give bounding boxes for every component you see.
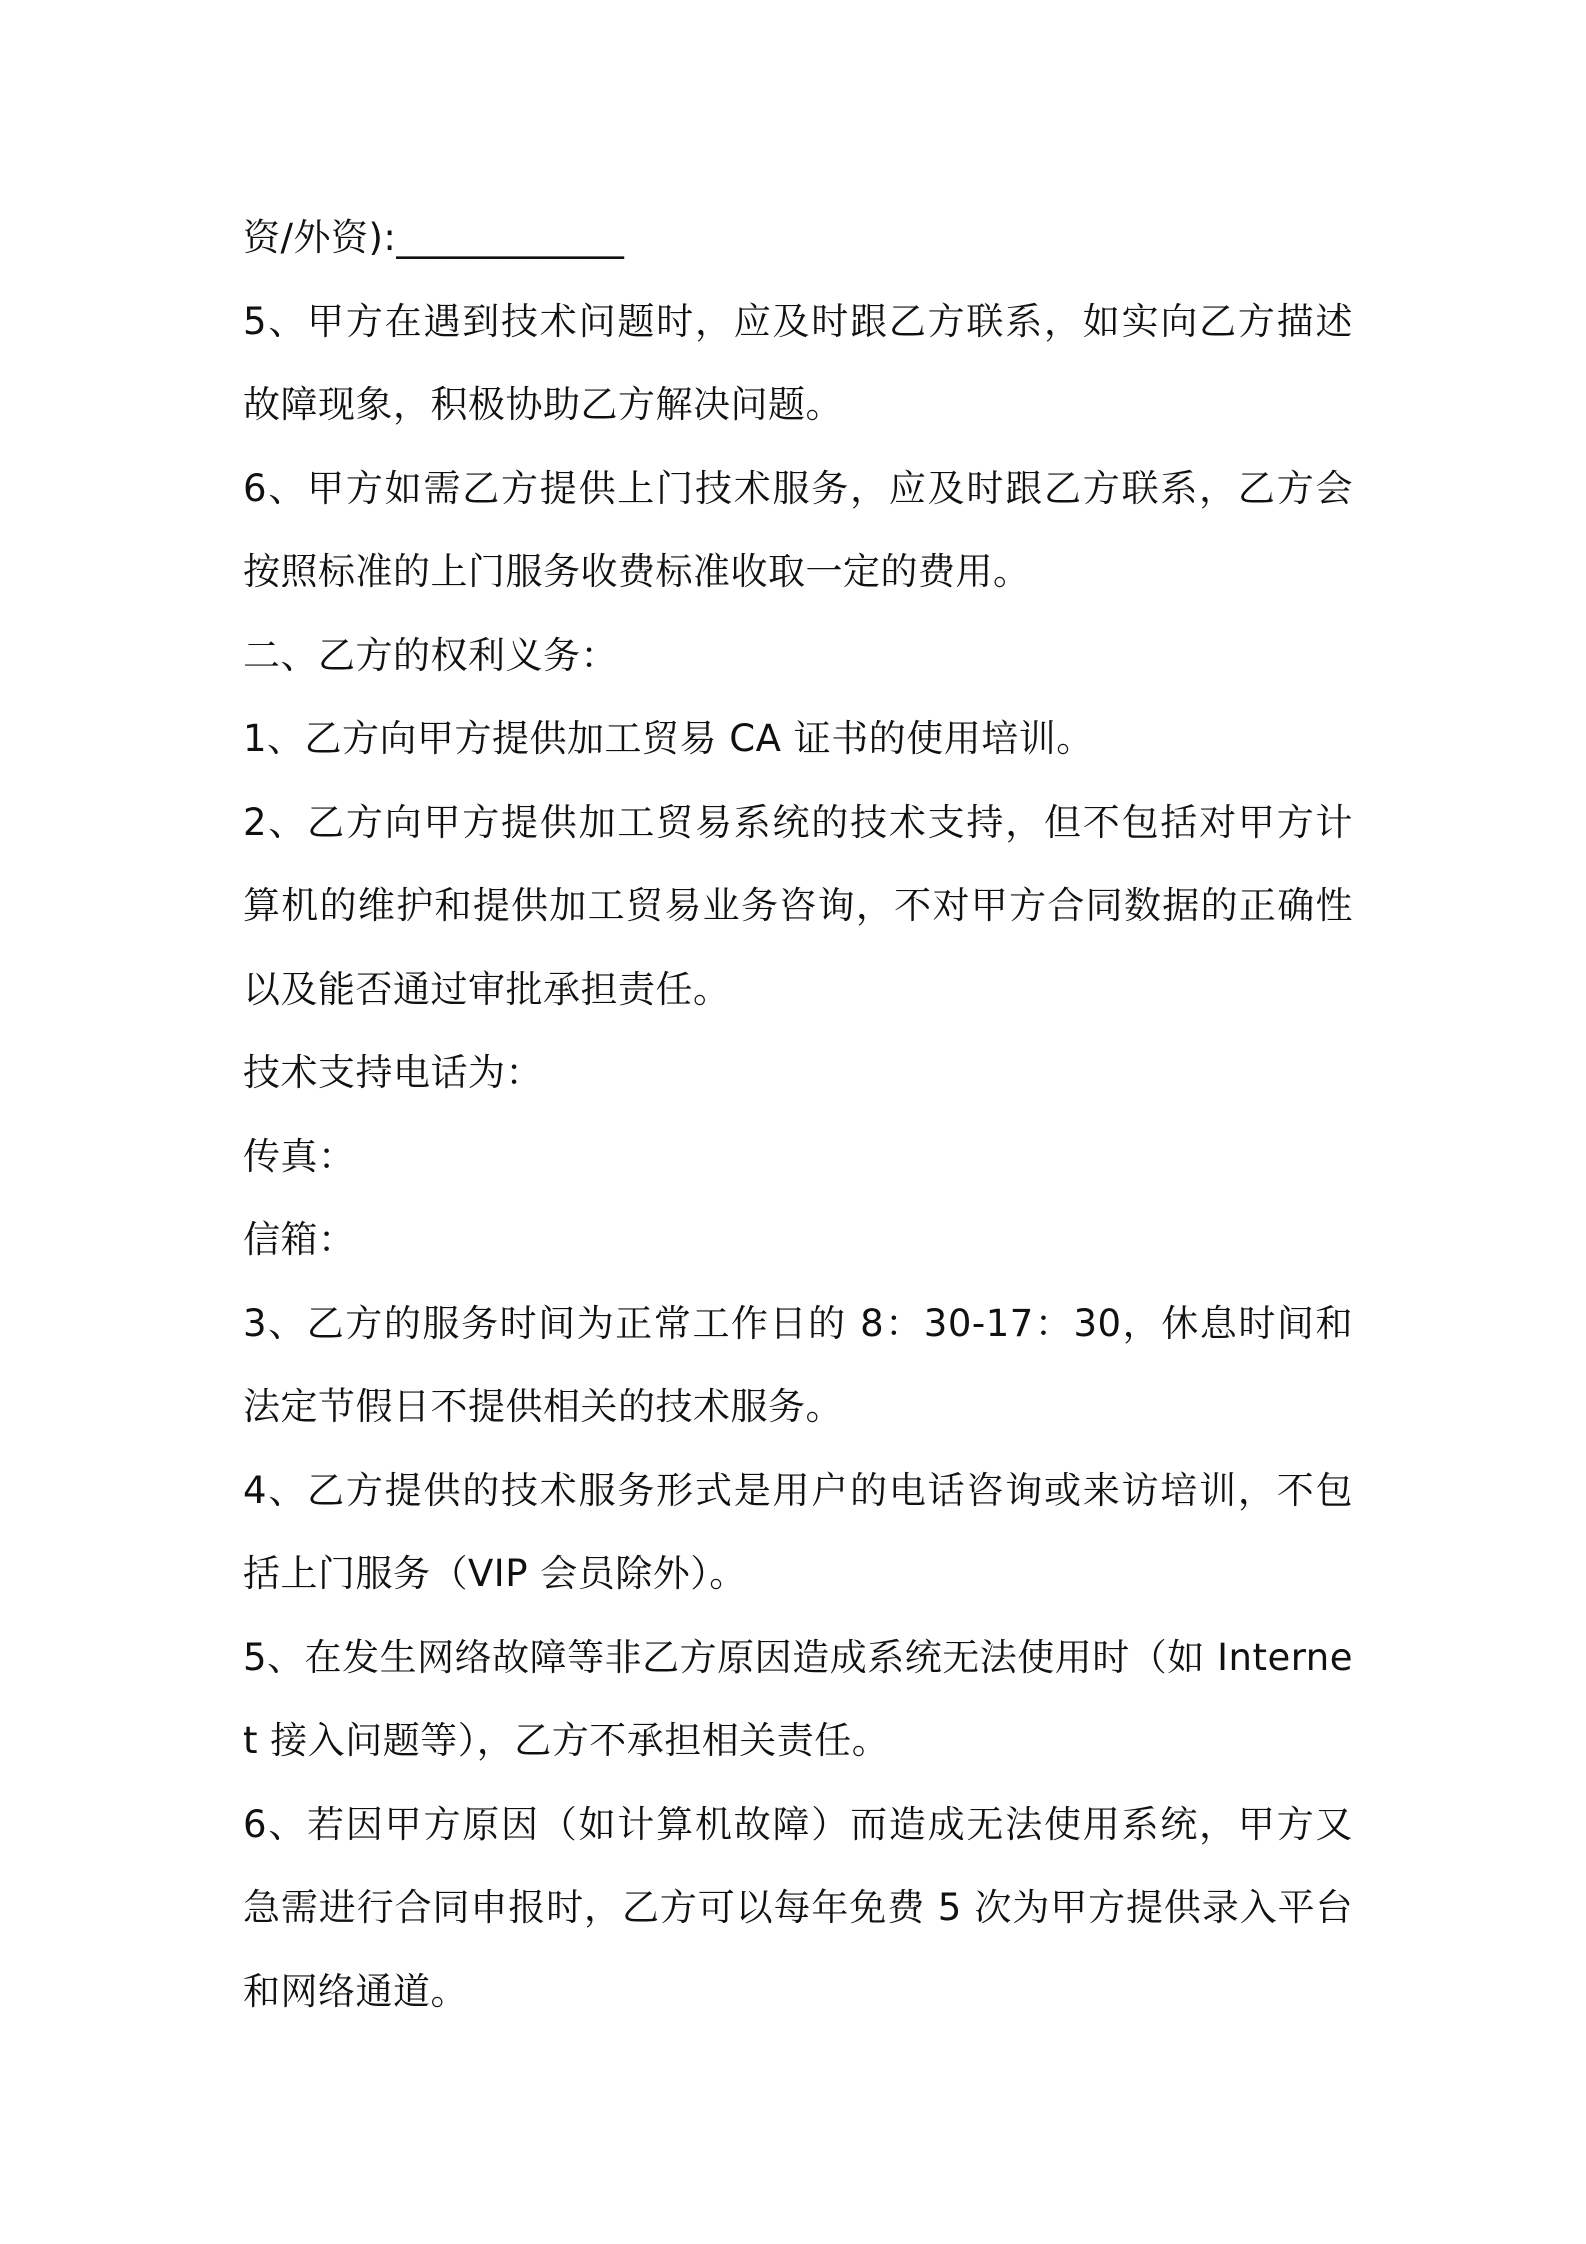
document-body — [243, 196, 1353, 2033]
paragraph-party-b-item-6: 6、若因甲方原因（如计算机故障）而造成无法使用系统，甲方又急需进行合同申报时，乙方可以每年免费 5 次为甲方提供录入平台和网络通道。 — [243, 1802, 1353, 2013]
fax-label: 传真： — [243, 1134, 356, 1178]
paragraph-party-a-item-5: 5、甲方在遇到技术问题时，应及时跟乙方联系，如实向乙方描述故障现象，积极协助乙方解决问题。 — [243, 299, 1353, 426]
paragraph-party-a-item-6: 6、甲方如需乙方提供上门技术服务，应及时跟乙方联系，乙方会按照标准的上门服务收费标准收取一定的费用。 — [243, 466, 1353, 593]
paragraph-investment-type-blank: 资/外资):____________ — [243, 216, 625, 259]
section-heading-party-b-rights: 二、乙方的权利义务： — [243, 633, 618, 677]
support-phone-label: 技术支持电话为： — [243, 1051, 543, 1094]
paragraph-party-b-item-2: 2、乙方向甲方提供加工贸易系统的技术支持，但不包括对甲方计算机的维护和提供加工贸易业务咨询，不对甲方合同数据的正确性以及能否通过审批承担责任。 — [243, 800, 1353, 1011]
paragraph-party-b-item-1: 1、乙方向甲方提供加工贸易 CA 证书的使用培训。 — [243, 717, 1094, 760]
paragraph-party-b-item-5: 5、在发生网络故障等非乙方原因造成系统无法使用时（如 Internet 接入问题等），乙方不承担相关责任。 — [243, 1635, 1353, 1762]
paragraph-party-b-item-3: 3、乙方的服务时间为正常工作日的 8：30-17：30，休息时间和法定节假日不提供相关的技术服务。 — [243, 1301, 1353, 1428]
mailbox-label: 信箱： — [243, 1218, 356, 1261]
paragraph-party-b-item-4: 4、乙方提供的技术服务形式是用户的电话咨询或来访培训，不包括上门服务（VIP 会员除外）。 — [243, 1468, 1353, 1595]
